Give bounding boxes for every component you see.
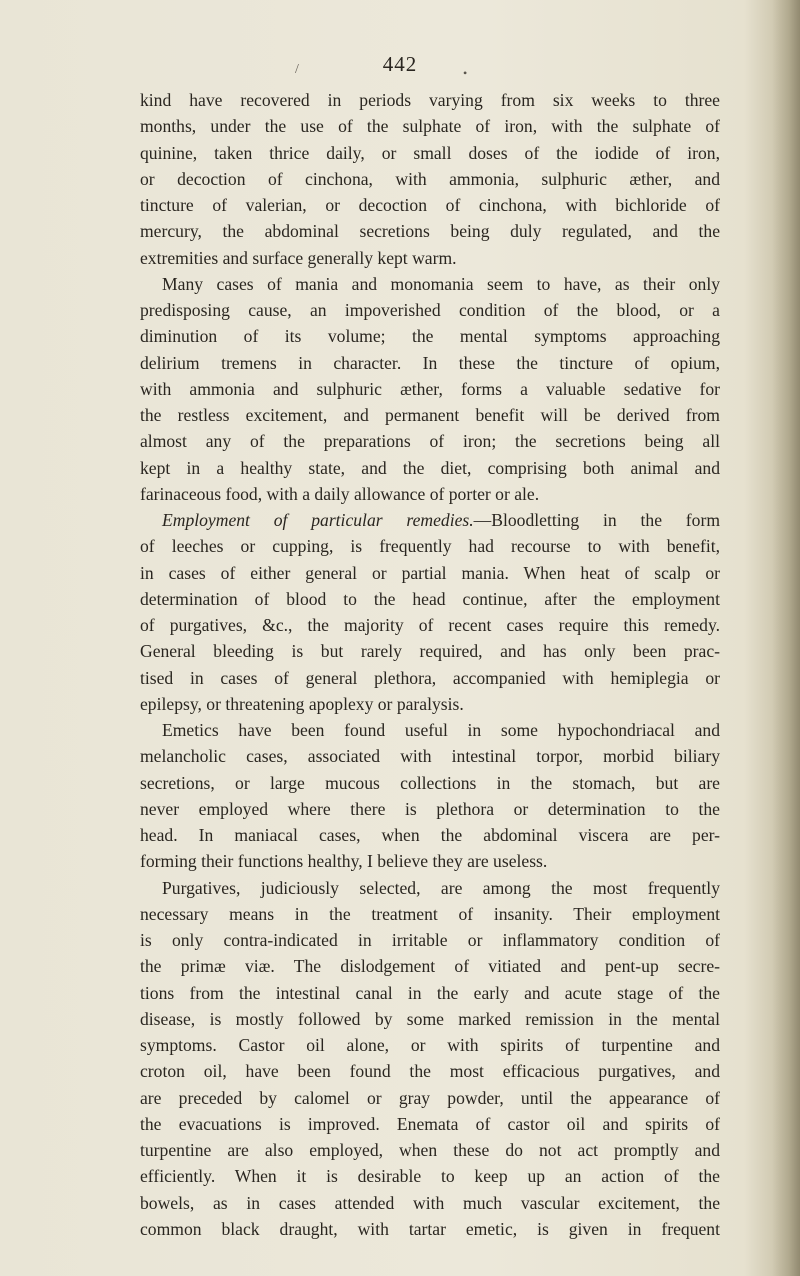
page-edge-shadow [772,0,800,1276]
text-line: bowels, as in cases attended with much vascular excitement, the [140,1192,720,1213]
text-line: predisposing cause, an impoverished condition of the blood, or a [140,300,720,320]
text-line: diminution of its volume; the mental symptoms approaching [140,326,720,347]
paragraph-start-line: Purgatives, judiciously selected, are among the most frequently [162,877,720,898]
text-line: the evacuations is improved. Enemata of castor oil and spirits of [140,1113,720,1134]
page-number: 442 [382,52,418,76]
text-line: quinine, taken thrice daily, or small doses of the iodide of iron, [140,142,720,163]
text-line: tised in cases of general plethora, accompanied with hemiplegia or [140,667,720,688]
text-line: secretions, or large mucous collections in the stomach, but are [140,772,720,793]
text-line: in cases of either general or partial mania. When heat of scalp or [140,562,720,583]
text-line: months, under the use of the sulphate of iron, with the sulphate of [140,116,720,137]
text-line: never employed where there is plethora or determination to the [140,798,720,819]
text-line: extremities and surface generally kept warm. [140,247,457,268]
text-line: forming their functions healthy, I believe they are useless. [140,851,548,872]
text-line: efficiently. When it is desirable to keep up an action of the [140,1166,720,1187]
text-line: croton oil, have been found the most efficacious purgatives, and [140,1061,720,1082]
text-line: melancholic cases, associated with intestinal torpor, morbid biliary [140,746,720,767]
text-line: tions from the intestinal canal in the early and acute stage of the [140,982,720,1003]
text-line: delirium tremens in character. In these the tincture of opium, [140,352,720,373]
text-line: kept in a healthy state, and the diet, comprising both animal and [140,457,720,478]
text-line: epilepsy, or threatening apoplexy or paralysis. [140,693,464,714]
text-line: the primæ viæ. The dislodgement of vitiated and pent-up secre- [140,956,720,977]
text-line: are preceded by calomel or gray powder, until the appearance of [140,1087,720,1108]
text-line: of leeches or cupping, is frequently had recourse to with benefit, [140,536,720,557]
text-line: is only contra-indicated in irritable or inflammatory condition of [140,930,720,950]
text-line: mercury, the abdominal secretions being duly regulated, and the [140,221,720,242]
text-line: necessary means in the treatment of insanity. Their employment [140,903,720,924]
text-line: determination of blood to the head continue, after the employment [140,588,720,609]
text-line: of purgatives, &c., the majority of recent cases require this remedy. [140,615,720,635]
text-line: General bleeding is but rarely required, and has only been prac- [140,641,720,662]
text-line: head. In maniacal cases, when the abdominal viscera are per- [140,825,720,845]
text-line: disease, is mostly followed by some marked remission in the mental [140,1008,720,1029]
text-line: with ammonia and sulphuric æther, forms a valuable sedative for [140,378,720,399]
paragraph-start-line: Emetics have been found useful in some hypochondriacal and [162,720,720,740]
text-line: common black draught, with tartar emetic, is given in frequent [140,1218,720,1239]
ink-dot-mark: • [463,66,468,80]
paragraph-start-line: Many cases of mania and monomania seem to have, as their only [162,273,720,294]
text-line: almost any of the preparations of iron; the secretions being all [140,431,720,452]
pencil-tick-mark: / [295,62,299,77]
section-heading-line [140,507,720,533]
text-line: the restless excitement, and permanent benefit will be derived from [140,405,720,425]
section-heading-rest: —Bloodletting in the form [473,510,720,530]
text-line: or decoction of cinchona, with ammonia, sulphuric æther, and [140,168,720,189]
text-line: kind have recovered in periods varying from six weeks to three [140,90,720,110]
text-line: turpentine are also employed, when these do not act promptly and [140,1140,720,1160]
section-heading-italic: Employment of particular remedies. [162,510,474,530]
text-line: farinaceous food, with a daily allowance of porter or ale. [140,483,540,504]
body-text [140,87,720,1242]
text-line: symptoms. Castor oil alone, or with spirits of turpentine and [140,1035,720,1055]
text-line: tincture of valerian, or decoction of cinchona, with bichloride of [140,195,720,215]
